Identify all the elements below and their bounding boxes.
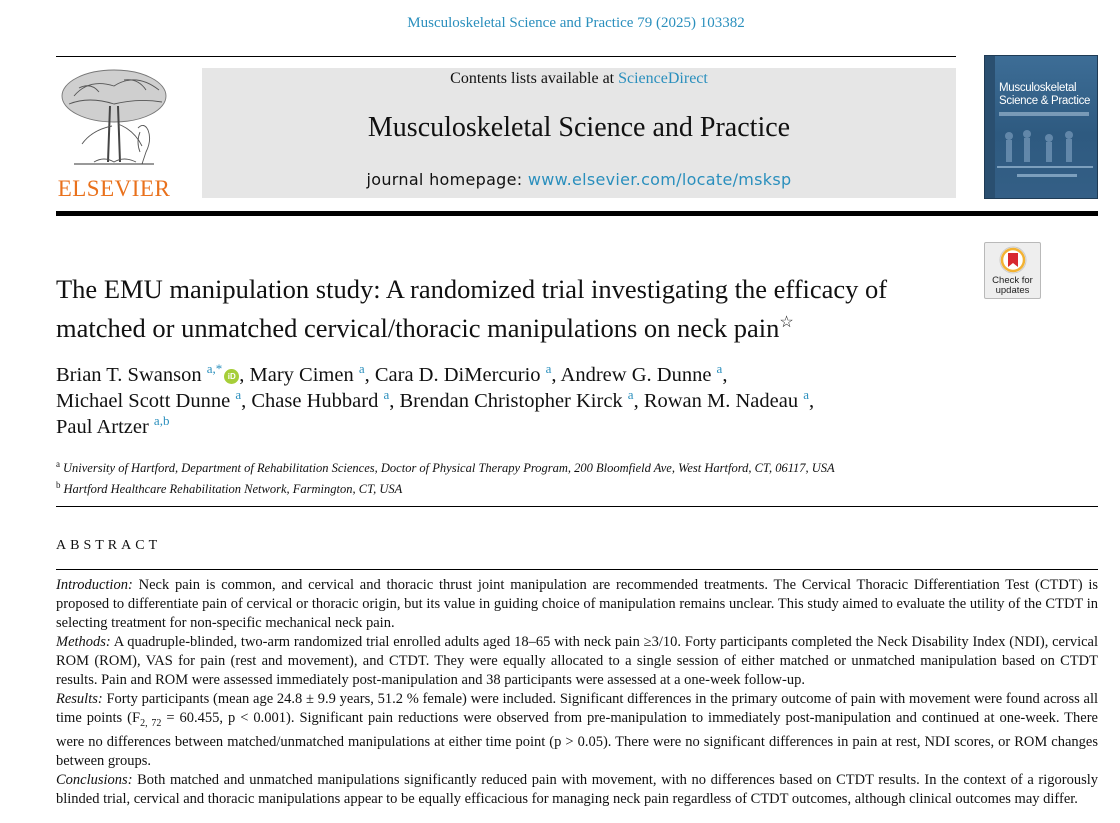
abstract-introduction — [56, 576, 1098, 633]
orcid-icon[interactable]: iD — [224, 369, 239, 384]
author-name[interactable]: Mary Cimen — [249, 364, 354, 386]
header-thick-rule — [56, 211, 1098, 216]
journal-title: Musculoskeletal Science and Practice — [367, 112, 791, 143]
methods-label: Methods: — [56, 634, 111, 650]
author-name[interactable]: Brendan Christopher Kirck — [399, 390, 623, 412]
author-name[interactable]: Paul Artzer — [56, 416, 149, 438]
abstract-heading: ABSTRACT — [56, 538, 162, 553]
journal-citation[interactable]: Musculoskeletal Science and Practice 79 (2025) 103382 — [407, 15, 745, 31]
conclusions-text: Both matched and unmatched manipulations significantly reduced pain with movement, with no differences based on CTDT results. In the context of a rigorously blinded trial, cervical and thoracic manipulations appear to be equally efficacious for managing neck pain regardless of CTDT outcomes, although clinical outcomes may differ. — [56, 771, 1098, 807]
title-footnote-mark[interactable]: ☆ — [779, 314, 794, 331]
homepage-link[interactable]: www.elsevier.com/locate/msksp — [527, 170, 792, 189]
cover-subtitle-line — [999, 112, 1089, 116]
author-affiliation-mark[interactable]: a,* — [206, 361, 223, 377]
author-affiliation-mark[interactable]: a — [803, 387, 810, 403]
homepage-prefix: journal homepage: — [366, 170, 528, 189]
author-name[interactable]: Brian T. Swanson — [56, 364, 202, 386]
author-name[interactable]: Andrew G. Dunne — [560, 364, 712, 386]
results-f-subscript: 2, 72 — [140, 717, 162, 729]
methods-text: A quadruple-blinded, two-arm randomized trial enrolled adults aged 18–65 with neck pain ≥3/10. Forty participants completed the Neck Disability Index (NDI), cervical ROM (ROM), VAS for pain (rest and movement), and CTDT. They were equally allocated to a single session of either matched or unmatched manipulation based on CTDT results. Pain and ROM were assessed immediately post-manipulation and 38 participants were assessed at a one-week follow-up. — [56, 634, 1098, 688]
author-affiliation-mark[interactable]: a,b — [153, 413, 170, 429]
cover-spine — [985, 56, 995, 199]
check-for-updates-label: Check for updates — [992, 275, 1033, 296]
author-list: Brian T. Swanson $^{a,*}$iD , Mary Cimen $^a$, Cara D. DiMercurio $^a$, Andrew G. Dunne $^a$, Michael Scott Dunne $^a$, Chase Hubbard $^a$, Brendan Christopher Kirck $^a$, Rowan M. Nadeau $^a$, Paul Artzer $^{a,b}$ — [56, 361, 815, 438]
abstract-results — [56, 690, 1098, 771]
check-for-updates-button[interactable] — [984, 242, 1041, 299]
author-affiliation-mark[interactable]: a — [627, 387, 634, 403]
author-affiliation-mark[interactable]: a — [716, 361, 723, 377]
author-name[interactable]: Cara D. DiMercurio — [374, 364, 541, 386]
affiliation-item — [56, 456, 1036, 477]
cover-title: Musculoskeletal Science & Practice — [999, 82, 1091, 107]
abstract-body — [56, 576, 1098, 809]
abstract-methods — [56, 633, 1098, 690]
affiliation-text: Hartford Healthcare Rehabilitation Network, Farmington, CT, USA — [63, 482, 403, 497]
conclusions-label: Conclusions: — [56, 771, 133, 788]
abstract-conclusions — [56, 771, 1098, 809]
results-label: Results: — [56, 691, 103, 707]
author-affiliation-mark[interactable]: a — [235, 387, 242, 403]
article-title — [56, 272, 976, 345]
affiliation-list — [56, 456, 1036, 498]
results-text-continued: = 60.455, p < 0.001). Significant pain reductions were observed from pre-manipulation to immediately post-manipulation and continued at one-week. There were no differences between matched/unmatched manipulations at either time point (p > 0.05). There were no significant differences in pain at rest, NDI scores, or ROM changes between groups. — [56, 710, 1098, 769]
introduction-text: Neck pain is common, and cervical and thoracic thrust joint manipulation are recommended treatments. The Cervical Thoracic Differentiation Test (CTDT) is proposed to differentiate pain of cervical or thoracic origin, but its value in guiding choice of manipulation remains unclear. This study aimed to evaluate the utility of the CTDT in selecting treatment for non-specific mechanical neck pain. — [56, 577, 1098, 631]
affiliation-mark: b — [56, 480, 61, 491]
author-affiliation-mark[interactable]: a — [545, 361, 552, 377]
results-text: Forty participants (mean age 24.8 ± 9.9 years, 51.2 % female) were included. Significant differences in the primary outcome of pain with movement were found across all time points (F — [56, 691, 1098, 726]
journal-banner — [202, 68, 956, 198]
bookmark-badge-icon — [999, 246, 1027, 276]
affiliation-mark: a — [56, 459, 60, 469]
article-title-text: The EMU manipulation study: A randomized trial investigating the efficacy of matched or unmatched cervical/thoracic manipulations on neck pain — [56, 274, 888, 343]
abstract-rule — [56, 569, 1098, 570]
tree-icon — [54, 66, 174, 174]
cover-figures-icon — [997, 126, 1093, 186]
affiliation-text: University of Hartford, Department of Rehabilitation Sciences, Doctor of Physical Therapy Program, 200 Bloomfield Ave, West Hartford, CT, 06117, USA — [63, 461, 835, 476]
header-top-rule — [56, 56, 956, 57]
affiliation-item — [56, 477, 1036, 498]
author-name[interactable]: Michael Scott Dunne — [56, 390, 231, 412]
journal-cover[interactable] — [984, 55, 1098, 199]
author-affiliation-mark[interactable]: a — [358, 361, 365, 377]
author-affiliation-mark[interactable]: a — [383, 387, 390, 403]
author-name[interactable]: Chase Hubbard — [251, 390, 379, 412]
introduction-label: Introduction: — [56, 577, 133, 593]
elsevier-logo[interactable] — [54, 66, 174, 200]
contents-prefix: Contents lists available at — [450, 70, 619, 87]
contents-availability — [202, 70, 956, 88]
sciencedirect-link[interactable]: ScienceDirect — [618, 70, 708, 87]
journal-homepage — [202, 170, 956, 189]
elsevier-wordmark: ELSEVIER — [57, 176, 171, 201]
author-name[interactable]: Rowan M. Nadeau — [643, 390, 799, 412]
section-rule — [56, 506, 1098, 507]
